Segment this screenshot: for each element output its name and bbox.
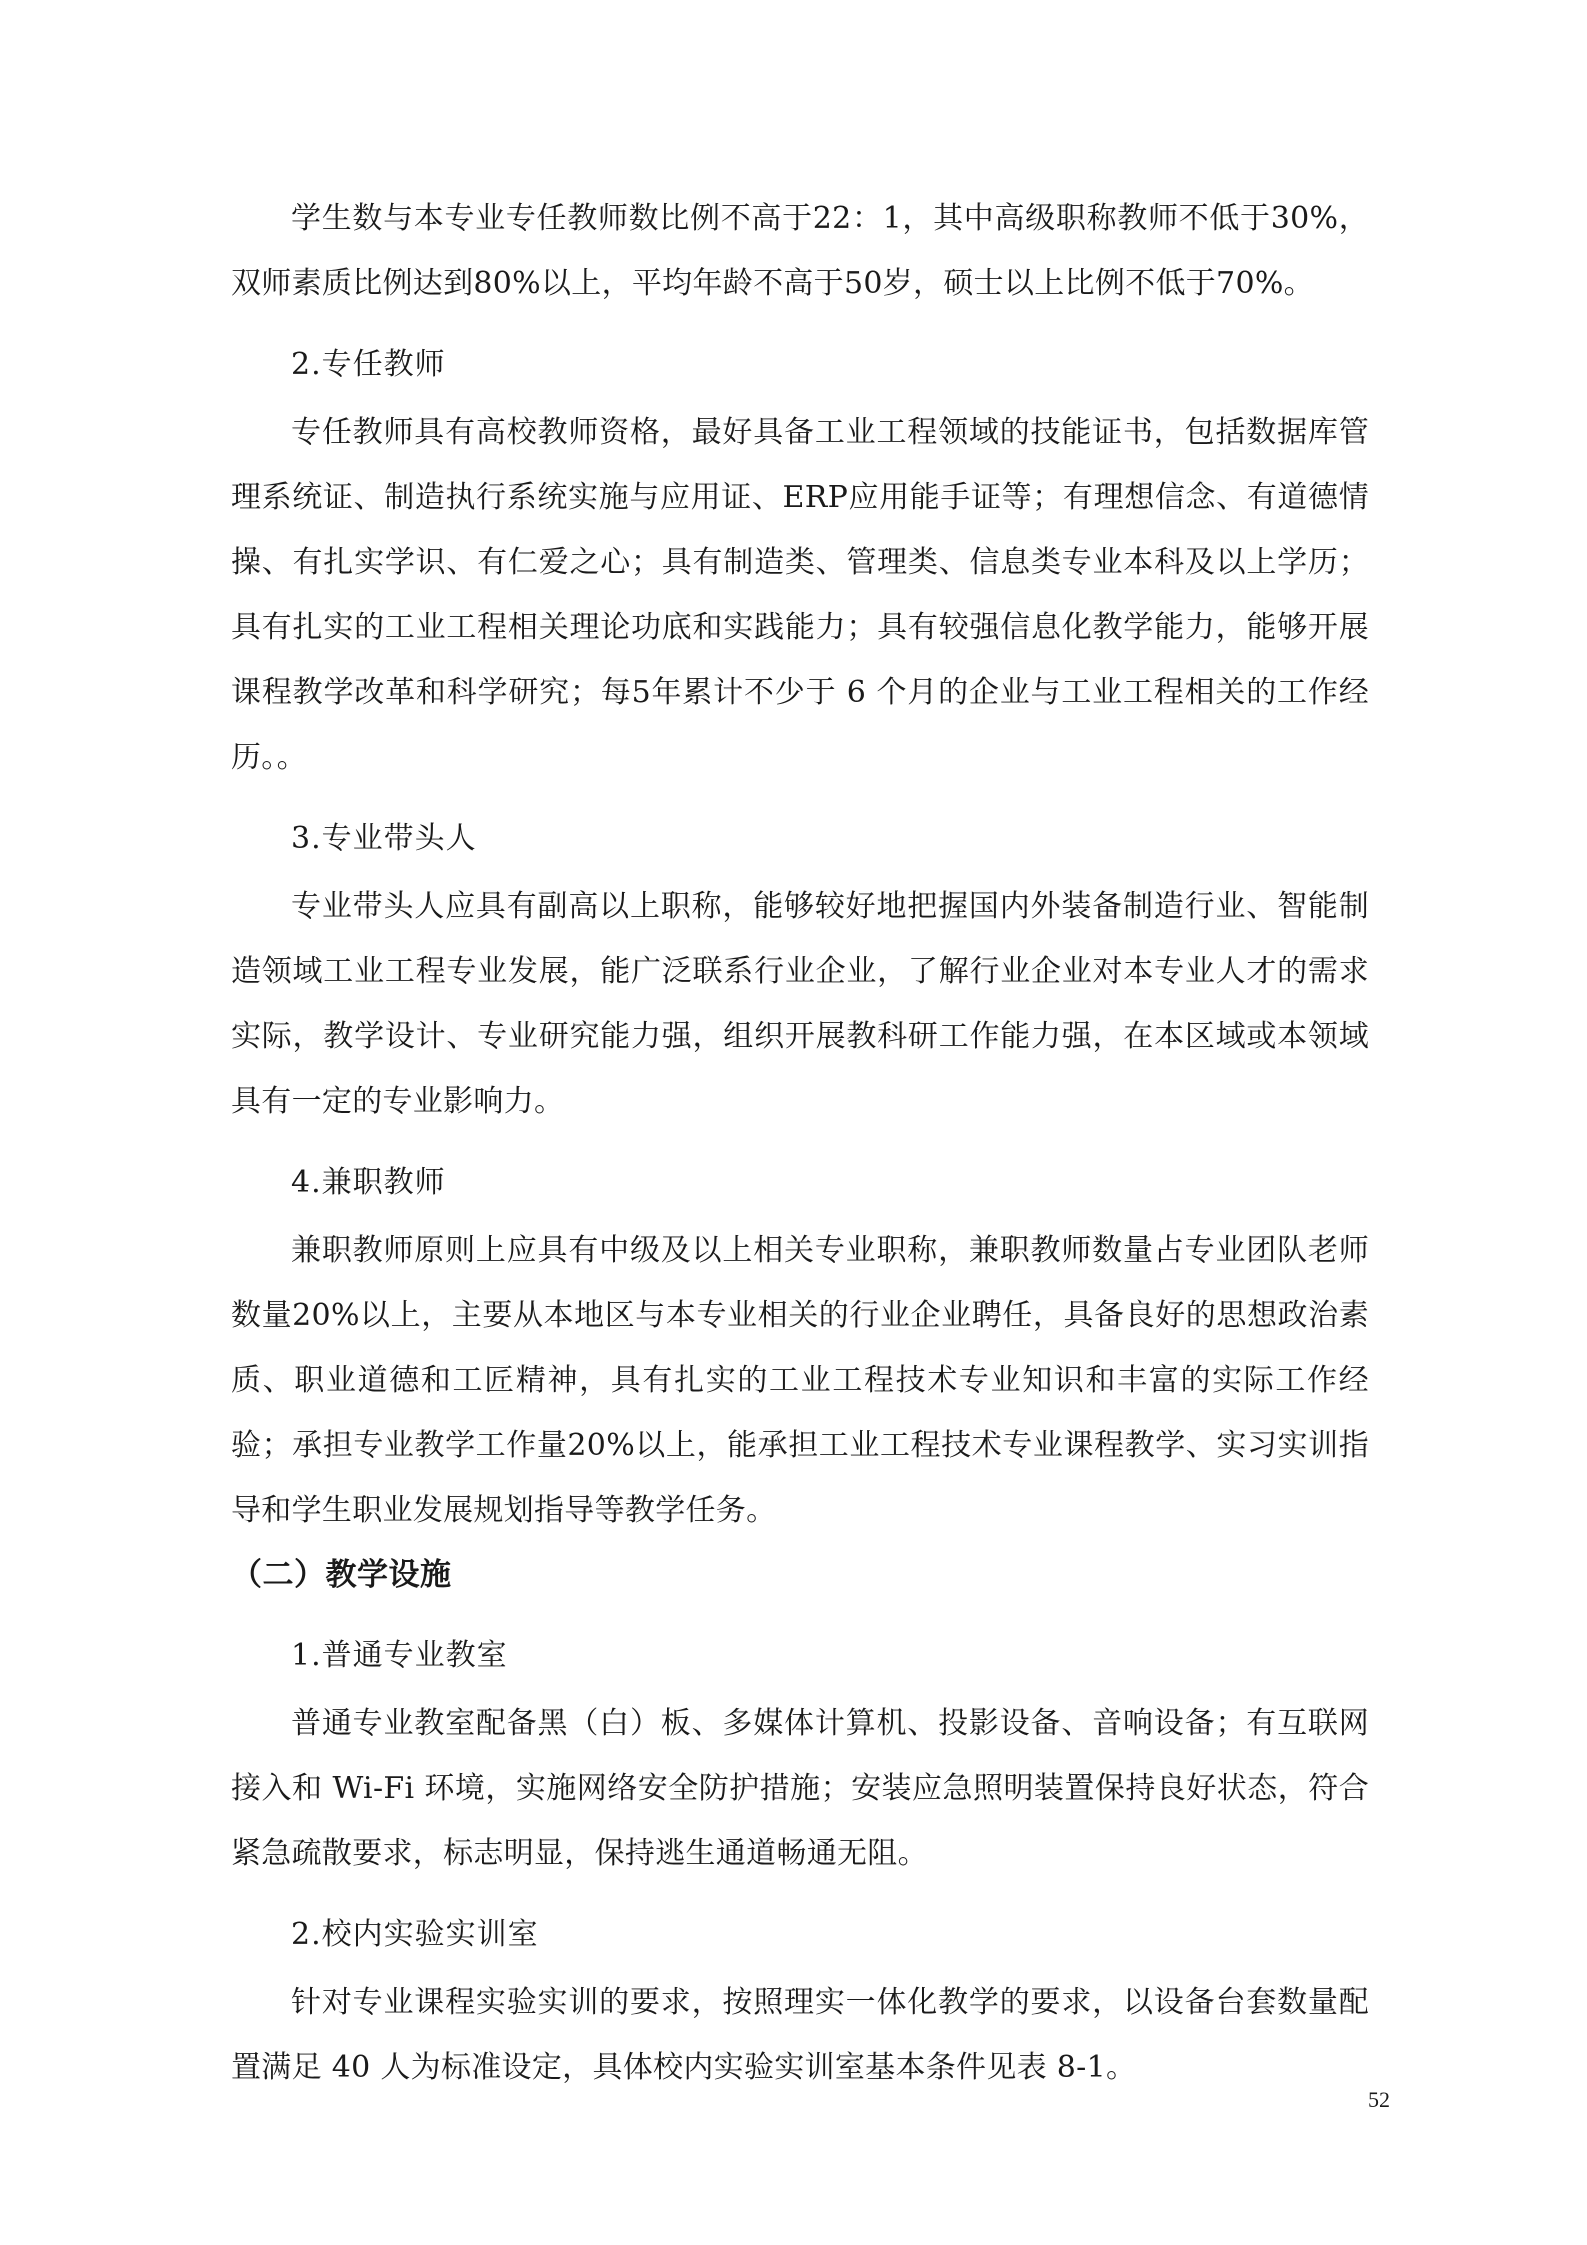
heading-lab: 2.校内实验实训室	[291, 1917, 539, 1952]
intro-paragraph: 学生数与本专业专任教师数比例不高于22：1，其中高级职称教师不低于30%，双师素质比例达到80%以上，平均年龄不高于50岁，硕士以上比例不低于70%。	[231, 201, 1369, 301]
page-number: 52	[1368, 2087, 1390, 2112]
heading-program-leader: 3.专业带头人	[291, 821, 477, 856]
paragraph-full-time-teacher: 专任教师具有高校教师资格，最好具备工业工程领域的技能证书，包括数据库管理系统证、制造执行系统实施与应用证、ERP应用能手证等；有理想信念、有道德情操、有扎实学识、有仁爱之心；具有制造类、管理类、信息类专业本科及以上学历；具有扎实的工业工程相关理论功底和实践能力；具有较强信息化教学能力，能够开展课程教学改革和科学研究；每5年累计不少于 6 个月的企业与工业工程相关的工作经历。。	[231, 415, 1369, 775]
paragraph-program-leader: 专业带头人应具有副高以上职称，能够较好地把握国内外装备制造行业、智能制造领域工业工程专业发展，能广泛联系行业企业，了解行业企业对本专业人才的需求实际，教学设计、专业研究能力强，组织开展教科研工作能力强，在本区域或本领域具有一定的专业影响力。	[231, 889, 1369, 1119]
heading-part-time-teacher: 4.兼职教师	[291, 1165, 446, 1200]
paragraph-part-time-teacher: 兼职教师原则上应具有中级及以上相关专业职称，兼职教师数量占专业团队老师数量20%以上，主要从本地区与本专业相关的行业企业聘任，具备良好的思想政治素质、职业道德和工匠精神，具有扎实的工业工程技术专业知识和丰富的实际工作经验；承担专业教学工作量20%以上，能承担工业工程技术专业课程教学、实习实训指导和学生职业发展规划指导等教学任务。	[231, 1233, 1369, 1528]
paragraph-classroom: 普通专业教室配备黑（白）板、多媒体计算机、投影设备、音响设备；有互联网接入和 Wi-Fi 环境，实施网络安全防护措施；安装应急照明装置保持良好状态，符合紧急疏散要求，标志明显，保持逃生通道畅通无阻。	[231, 1706, 1369, 1871]
section-heading-facilities: （二）教学设施	[231, 1557, 452, 1593]
paragraph-lab: 针对专业课程实验实训的要求，按照理实一体化教学的要求，以设备台套数量配置满足 40 人为标准设定，具体校内实验实训室基本条件见表 8-1。	[231, 1985, 1369, 2085]
page-content	[231, 186, 1369, 2100]
heading-full-time-teacher: 2.专任教师	[291, 347, 446, 382]
heading-classroom: 1.普通专业教室	[291, 1638, 508, 1673]
